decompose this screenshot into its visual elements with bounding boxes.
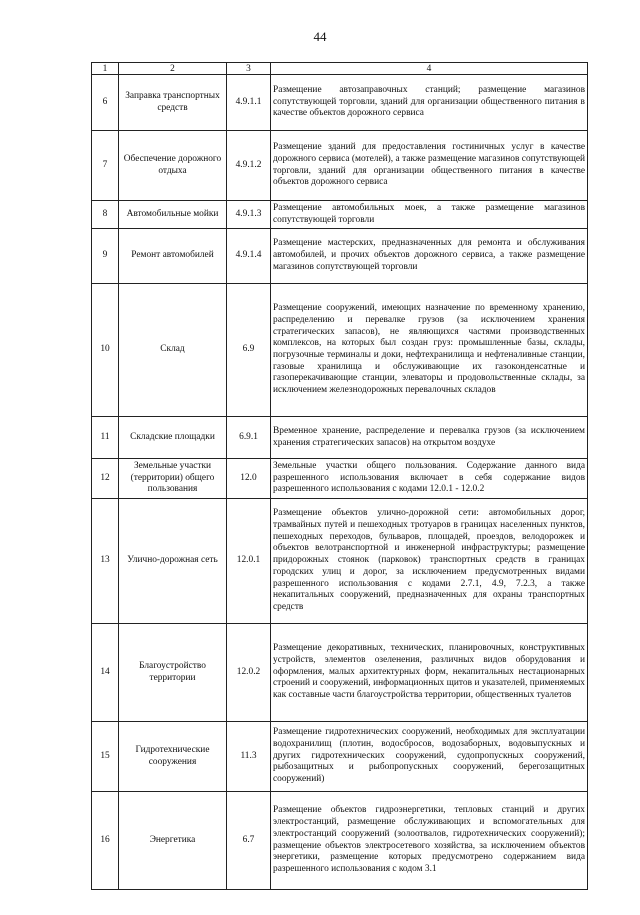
row-name: Автомобильные мойки xyxy=(119,201,227,229)
row-name: Ремонт автомобилей xyxy=(119,229,227,284)
table-row xyxy=(92,417,588,459)
row-description: Размещение декоративных, технических, планировочных, конструктивных устройств, элементов озеленения, различных видов оборудования и оформления, малых архитектурных форм, некапитальных нестационарных строений и сооружений, информационных щитов и указателей, применяемых как составные части благоустройства территории, общественных туалетов xyxy=(271,624,588,722)
row-number: 7 xyxy=(92,131,119,201)
row-description: Временное хранение, распределение и перевалка грузов (за исключением хранения стратегических запасов) на открытом воздухе xyxy=(271,417,588,459)
table-row xyxy=(92,229,588,284)
row-description: Размещение мастерских, предназначенных для ремонта и обслуживания автомобилей, и прочих объектов дорожного сервиса, а также размещение магазинов сопутствующей торговли xyxy=(271,229,588,284)
row-description: Земельные участки общего пользования. Содержание данного вида разрешенного использования включает в себя содержание видов разрешенного использования с кодами 12.0.1 - 12.0.2 xyxy=(271,459,588,499)
table-row xyxy=(92,75,588,131)
row-description: Размещение зданий для предоставления гостиничных услуг в качестве дорожного сервиса (мотелей), а также размещение магазинов сопутствующей торговли, зданий для организации общественного питания в качестве объектов дорожного сервиса xyxy=(271,131,588,201)
row-code: 6.9.1 xyxy=(227,417,271,459)
row-description: Размещение автозаправочных станций; размещение магазинов сопутствующей торговли, зданий для организации общественного питания в качестве объектов дорожного сервиса xyxy=(271,75,588,131)
row-name: Заправка транспортных средств xyxy=(119,75,227,131)
row-code: 12.0.2 xyxy=(227,624,271,722)
row-name: Гидротехнические сооружения xyxy=(119,722,227,792)
table-row xyxy=(92,284,588,417)
table-header-row xyxy=(92,63,588,75)
table-row xyxy=(92,459,588,499)
row-code: 4.9.1.1 xyxy=(227,75,271,131)
row-description: Размещение сооружений, имеющих назначение по временному хранению, распределению и перевалке грузов (за исключением хранения стратегических запасов), не являющихся частями производственных комплексов, на которых был создан груз: промышленные базы, склады, погрузочные терминалы и доки, нефтехранилища и нефтеналивные станции, газовые хранилища и обслуживающие их газоконденсатные и газоперекачивающие станции, элеваторы и продовольственные склады, за исключением железнодорожных перевалочных складов xyxy=(271,284,588,417)
table-row xyxy=(92,624,588,722)
land-use-table xyxy=(91,62,588,890)
row-code: 12.0.1 xyxy=(227,499,271,624)
table-row xyxy=(92,792,588,890)
header-cell-4: 4 xyxy=(271,63,588,75)
row-code: 4.9.1.3 xyxy=(227,201,271,229)
header-cell-3: 3 xyxy=(227,63,271,75)
row-name: Благоустройство территории xyxy=(119,624,227,722)
row-number: 16 xyxy=(92,792,119,890)
row-description: Размещение объектов улично-дорожной сети: автомобильных дорог, трамвайных путей и пешеходных тротуаров в границах населенных пунктов, пешеходных переходов, бульваров, площадей, проездов, велодорожек и объектов велотранспортной и инженерной инфраструктуры; размещение придорожных стоянок (парковок) транспортных средств в границах городских улиц и дорог, за исключением предусмотренных видами разрешенного использования с кодами 2.7.1, 4.9, 7.2.3, а также некапитальных сооружений, предназначенных для охраны транспортных средств xyxy=(271,499,588,624)
header-cell-1: 1 xyxy=(92,63,119,75)
table-row xyxy=(92,131,588,201)
row-code: 12.0 xyxy=(227,459,271,499)
row-name: Складские площадки xyxy=(119,417,227,459)
row-number: 10 xyxy=(92,284,119,417)
row-name: Энергетика xyxy=(119,792,227,890)
page-number: 44 xyxy=(313,29,327,44)
row-number: 15 xyxy=(92,722,119,792)
row-description: Размещение гидротехнических сооружений, необходимых для эксплуатации водохранилищ (плотин, водосбросов, водозаборных, водовыпускных и других гидротехнических сооружений, судопропускных сооружений, рыбозащитных и рыбопропускных сооружений, берегозащитных сооружений) xyxy=(271,722,588,792)
row-code: 11.3 xyxy=(227,722,271,792)
row-number: 12 xyxy=(92,459,119,499)
row-name: Склад xyxy=(119,284,227,417)
row-code: 4.9.1.2 xyxy=(227,131,271,201)
row-description: Размещение автомобильных моек, а также размещение магазинов сопутствующей торговли xyxy=(271,201,588,229)
row-name: Земельные участки (территории) общего пользования xyxy=(119,459,227,499)
row-name: Улично-дорожная сеть xyxy=(119,499,227,624)
row-number: 6 xyxy=(92,75,119,131)
row-code: 6.7 xyxy=(227,792,271,890)
row-number: 8 xyxy=(92,201,119,229)
row-number: 11 xyxy=(92,417,119,459)
row-name: Обеспечение дорожного отдыха xyxy=(119,131,227,201)
row-number: 13 xyxy=(92,499,119,624)
table-row xyxy=(92,499,588,624)
row-code: 4.9.1.4 xyxy=(227,229,271,284)
table-row xyxy=(92,722,588,792)
row-description: Размещение объектов гидроэнергетики, тепловых станций и других электростанций, размещение обслуживающих и вспомогательных для электростанций сооружений (золоотвалов, гидротехнических сооружений); размещение объектов электросетевого хозяйства, за исключением объектов энергетики, размещение которых предусмотрено содержанием вида разрешенного использования с кодом 3.1 xyxy=(271,792,588,890)
row-code: 6.9 xyxy=(227,284,271,417)
row-number: 9 xyxy=(92,229,119,284)
header-cell-2: 2 xyxy=(119,63,227,75)
table-row xyxy=(92,201,588,229)
row-number: 14 xyxy=(92,624,119,722)
